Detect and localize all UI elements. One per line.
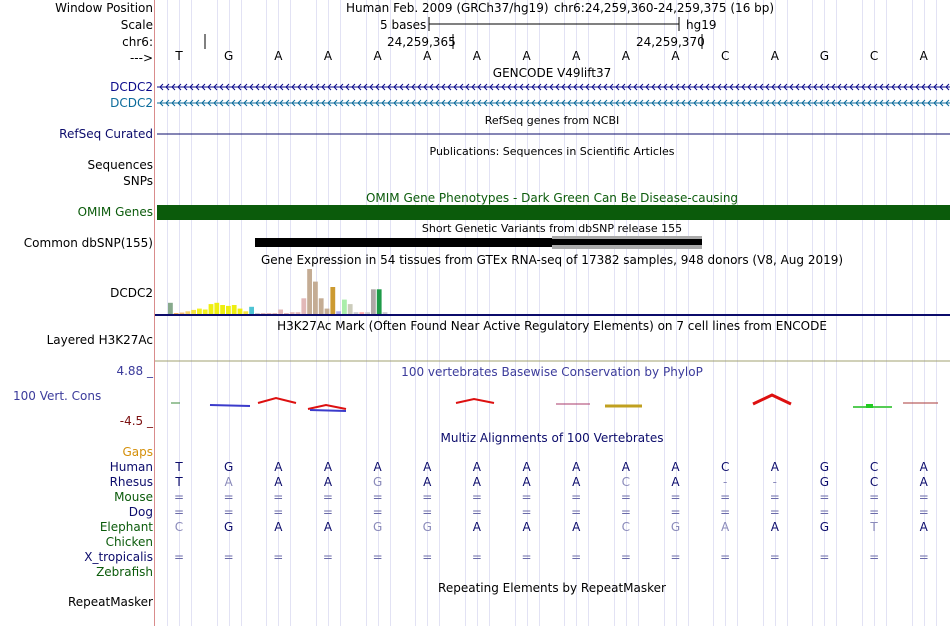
gtex-tissue-bar[interactable] xyxy=(313,282,318,314)
alignment-base: = xyxy=(918,505,929,519)
base-letter: A xyxy=(572,49,581,63)
track-label-cons[interactable]: 100 Vert. Cons xyxy=(13,389,102,403)
alignment-base: = xyxy=(720,490,731,504)
alignment-base: = xyxy=(372,550,383,564)
track-title-gencode[interactable]: GENCODE V49lift37 xyxy=(492,66,612,80)
alignment-base: G xyxy=(670,520,681,534)
alignment-base: G xyxy=(422,520,432,534)
track-label-gaps[interactable]: Gaps xyxy=(122,445,153,459)
alignment-base: = xyxy=(819,490,830,504)
assembly-name: Human Feb. 2009 (GRCh37/hg19) xyxy=(346,1,549,15)
base-letter: C xyxy=(720,49,730,63)
alignment-base: = xyxy=(372,505,383,519)
track-label-snps[interactable]: SNPs xyxy=(123,174,153,188)
gtex-tissue-bar[interactable] xyxy=(301,298,306,314)
alignment-base: A xyxy=(572,475,581,489)
alignment-base: G xyxy=(819,460,830,474)
gtex-tissue-bar[interactable] xyxy=(330,287,335,314)
alignment-base: G xyxy=(372,475,383,489)
alignment-base: A xyxy=(671,460,680,474)
alignment-base: A xyxy=(472,475,481,489)
gtex-tissue-bar[interactable] xyxy=(232,305,237,314)
gtex-tissue-bar[interactable] xyxy=(319,298,324,314)
gtex-tissue-bar[interactable] xyxy=(214,303,219,314)
gtex-tissue-bar[interactable] xyxy=(342,300,347,314)
track-title-refseq[interactable]: RefSeq genes from NCBI xyxy=(484,114,620,127)
alignment-base: A xyxy=(621,460,630,474)
coordinate-24259370: 24,259,370 xyxy=(636,35,705,49)
track-label-gtex[interactable]: DCDC2 xyxy=(110,286,153,300)
alignment-base: A xyxy=(274,460,283,474)
track-title-pubs[interactable]: Publications: Sequences in Scientific Articles xyxy=(429,145,675,158)
alignment-base: = xyxy=(620,505,631,519)
gtex-tissue-bar[interactable] xyxy=(354,312,359,314)
alignment-base: = xyxy=(422,505,433,519)
alignment-base: C xyxy=(174,520,184,534)
gtex-tissue-bar[interactable] xyxy=(174,313,179,314)
alignment-base: = xyxy=(471,490,482,504)
alignment-base: A xyxy=(572,520,581,534)
alignment-base: = xyxy=(819,505,830,519)
gtex-tissue-bar[interactable] xyxy=(371,289,376,314)
alignment-base: A xyxy=(522,520,531,534)
alignment-base: = xyxy=(273,490,284,504)
alignment-base: A xyxy=(572,460,581,474)
gtex-tissue-bar[interactable] xyxy=(180,313,185,314)
base-letter: A xyxy=(373,49,382,63)
alignment-base: - xyxy=(772,475,777,489)
track-label-refseq[interactable]: RefSeq Curated xyxy=(59,127,153,141)
track-label-rmsk[interactable]: RepeatMasker xyxy=(67,595,153,609)
base-letter: A xyxy=(274,49,283,63)
alignment-base: T xyxy=(175,475,183,489)
track-title-cons[interactable]: 100 vertebrates Basewise Conservation by PhyloP xyxy=(401,365,703,379)
base-letter: A xyxy=(522,49,531,63)
alignment-base: A xyxy=(323,460,333,474)
alignment-base: = xyxy=(769,490,780,504)
dbsnp-variant-shadow xyxy=(552,236,702,239)
alignment-base: = xyxy=(422,490,433,504)
alignment-base: T xyxy=(175,460,183,474)
cons-min-label: -4.5 _ xyxy=(119,414,153,428)
alignment-base: = xyxy=(223,550,234,564)
scale-db: hg19 xyxy=(686,18,717,32)
dbsnp-variant-shadow xyxy=(552,245,702,249)
gtex-tissue-bar[interactable] xyxy=(325,309,330,314)
alignment-base: - xyxy=(722,475,728,489)
track-label-h3k27ac[interactable]: Layered H3K27Ac xyxy=(46,333,153,347)
alignment-base: = xyxy=(571,505,582,519)
species-label[interactable]: Dog xyxy=(128,505,153,519)
strand-label: ---> xyxy=(129,51,153,65)
alignment-base: C xyxy=(869,460,879,474)
track-title-omim[interactable]: OMIM Gene Phenotypes - Dark Green Can Be Disease-causing xyxy=(365,191,739,205)
track-label-dcdc2-2[interactable]: DCDC2 xyxy=(110,96,153,110)
scale-label: Scale xyxy=(120,18,153,32)
alignment-base: = xyxy=(571,490,582,504)
alignment-base: = xyxy=(869,550,880,564)
track-label-sequences[interactable]: Sequences xyxy=(87,158,153,172)
alignment-base: = xyxy=(223,490,234,504)
gtex-tissue-bar[interactable] xyxy=(365,312,370,314)
alignment-base: A xyxy=(721,520,730,534)
alignment-base: G xyxy=(223,520,234,534)
base-letter: A xyxy=(671,49,680,63)
alignment-base: = xyxy=(670,550,681,564)
gtex-tissue-bar[interactable] xyxy=(307,269,312,314)
alignment-base: = xyxy=(372,490,383,504)
alignment-base: = xyxy=(521,505,532,519)
alignment-base: A xyxy=(373,460,382,474)
alignment-base: = xyxy=(273,505,284,519)
scale-text: 5 bases xyxy=(380,18,427,32)
base-letter: A xyxy=(323,49,333,63)
gtex-tissue-bar[interactable] xyxy=(203,310,208,315)
alignment-base: = xyxy=(819,550,830,564)
alignment-base: A xyxy=(423,460,432,474)
alignment-base: = xyxy=(869,490,880,504)
gtex-tissue-bar[interactable] xyxy=(272,313,277,314)
alignment-base: = xyxy=(422,550,433,564)
alignment-base: = xyxy=(173,550,185,564)
alignment-base: = xyxy=(571,550,582,564)
gtex-tissue-bar[interactable] xyxy=(290,312,295,314)
alignment-base: G xyxy=(372,520,383,534)
species-label[interactable]: Zebrafish xyxy=(96,565,153,579)
alignment-base: = xyxy=(769,505,780,519)
alignment-base: C xyxy=(869,475,879,489)
gtex-tissue-bar[interactable] xyxy=(348,304,353,314)
alignment-base: A xyxy=(522,460,531,474)
species-label[interactable]: Rhesus xyxy=(109,475,153,489)
omim-gene-bar[interactable] xyxy=(157,205,950,220)
alignment-base: C xyxy=(621,520,631,534)
gtex-tissue-bar[interactable] xyxy=(336,311,341,314)
alignment-base: = xyxy=(322,550,333,564)
alignment-base: = xyxy=(173,490,185,504)
alignment-base: C xyxy=(621,475,631,489)
gtex-tissue-bar[interactable] xyxy=(220,305,225,314)
alignment-base: = xyxy=(521,490,532,504)
alignment-base: = xyxy=(471,505,482,519)
gtex-tissue-bar[interactable] xyxy=(168,303,173,314)
gtex-tissue-bar[interactable] xyxy=(359,312,364,314)
species-label[interactable]: Human xyxy=(109,460,153,474)
alignment-base: = xyxy=(173,505,185,519)
gtex-tissue-bar[interactable] xyxy=(185,311,190,314)
alignment-base: A xyxy=(274,520,283,534)
base-letter: T xyxy=(175,49,183,63)
alignment-base: = xyxy=(720,505,731,519)
gtex-tissue-bar[interactable] xyxy=(284,313,289,314)
alignment-base: = xyxy=(223,505,234,519)
alignment-base: = xyxy=(918,550,929,564)
gtex-tissue-bar[interactable] xyxy=(191,310,196,314)
alignment-base: A xyxy=(770,460,779,474)
gtex-bar-chart[interactable] xyxy=(168,269,387,314)
gtex-tissue-bar[interactable] xyxy=(226,306,231,314)
alignment-base: = xyxy=(521,550,532,564)
alignment-base: = xyxy=(620,490,631,504)
alignment-base: A xyxy=(472,520,481,534)
base-letter: A xyxy=(919,49,928,63)
alignment-base: T xyxy=(870,520,878,534)
species-label[interactable]: Chicken xyxy=(105,535,153,549)
alignment-base: = xyxy=(322,505,333,519)
track-title-dbsnp[interactable]: Short Genetic Variants from dbSNP release 155 xyxy=(421,222,683,235)
gtex-tissue-bar[interactable] xyxy=(243,311,248,314)
alignment-base: G xyxy=(223,460,234,474)
alignment-base: = xyxy=(273,550,284,564)
alignment-base: A xyxy=(323,520,333,534)
base-letter: G xyxy=(819,49,830,63)
alignment-base: A xyxy=(770,520,779,534)
base-letter: A xyxy=(621,49,630,63)
alignment-base: G xyxy=(819,475,830,489)
alignment-base: A xyxy=(472,460,481,474)
base-letter: A xyxy=(472,49,481,63)
gtex-tissue-bar[interactable] xyxy=(209,304,214,314)
gtex-tissue-bar[interactable] xyxy=(383,312,388,314)
gtex-tissue-bar[interactable] xyxy=(255,313,260,314)
species-label[interactable]: X_tropicalis xyxy=(84,550,153,564)
alignment-base: = xyxy=(670,505,681,519)
alignment-base: = xyxy=(670,490,681,504)
alignment-base: = xyxy=(769,550,780,564)
alignment-base: A xyxy=(274,475,283,489)
base-letter: A xyxy=(770,49,779,63)
gtex-tissue-bar[interactable] xyxy=(377,289,382,314)
alignment-base: A xyxy=(224,475,233,489)
position-readout: chr6:24,259,360-24,259,375 (16 bp) xyxy=(554,1,775,15)
alignment-base: = xyxy=(869,505,880,519)
species-label[interactable]: Elephant xyxy=(99,520,153,534)
track-title-multiz[interactable]: Multiz Alignments of 100 Vertebrates xyxy=(440,431,664,445)
alignment-base: = xyxy=(918,490,929,504)
gtex-tissue-bar[interactable] xyxy=(238,309,243,314)
phylop-signal[interactable] xyxy=(171,395,938,411)
track-label-omim[interactable]: OMIM Genes xyxy=(77,205,153,219)
gtex-tissue-bar[interactable] xyxy=(296,312,301,314)
alignment-base: A xyxy=(919,520,928,534)
gtex-tissue-bar[interactable] xyxy=(249,307,254,314)
alignment-base: A xyxy=(671,475,680,489)
gtex-tissue-bar[interactable] xyxy=(261,313,266,314)
track-title-h3k27ac[interactable]: H3K27Ac Mark (Often Found Near Active Regulatory Elements) on 7 cell lines from ENCODE xyxy=(277,319,827,333)
gtex-tissue-bar[interactable] xyxy=(278,310,283,315)
alignment-base: = xyxy=(322,490,333,504)
cons-max-label: 4.88 _ xyxy=(116,364,153,378)
alignment-base: G xyxy=(819,520,830,534)
species-label[interactable]: Mouse xyxy=(114,490,153,504)
base-letter: A xyxy=(423,49,432,63)
base-letter: C xyxy=(869,49,879,63)
window-position-label: Window Position xyxy=(55,1,153,15)
gtex-tissue-bar[interactable] xyxy=(267,313,272,314)
alignment-base: C xyxy=(720,460,730,474)
alignment-base: A xyxy=(522,475,531,489)
chrom-label: chr6: xyxy=(122,35,153,49)
alignment-base: A xyxy=(423,475,432,489)
alignment-base: = xyxy=(720,550,731,564)
alignment-base: A xyxy=(323,475,333,489)
gtex-tissue-bar[interactable] xyxy=(197,309,202,314)
alignment-base: A xyxy=(919,460,928,474)
alignment-base: A xyxy=(919,475,928,489)
track-label-dcdc2-1[interactable]: DCDC2 xyxy=(110,80,153,94)
coordinate-24259365: 24,259,365 xyxy=(387,35,456,49)
alignment-base: = xyxy=(620,550,631,564)
base-letter: G xyxy=(223,49,234,63)
alignment-base: = xyxy=(471,550,482,564)
track-title-rmsk[interactable]: Repeating Elements by RepeatMasker xyxy=(438,581,666,595)
track-label-dbsnp[interactable]: Common dbSNP(155) xyxy=(23,236,153,250)
track-title-gtex[interactable]: Gene Expression in 54 tissues from GTEx RNA-seq of 17382 samples, 948 donors (V8, Aug 2019) xyxy=(260,253,844,267)
